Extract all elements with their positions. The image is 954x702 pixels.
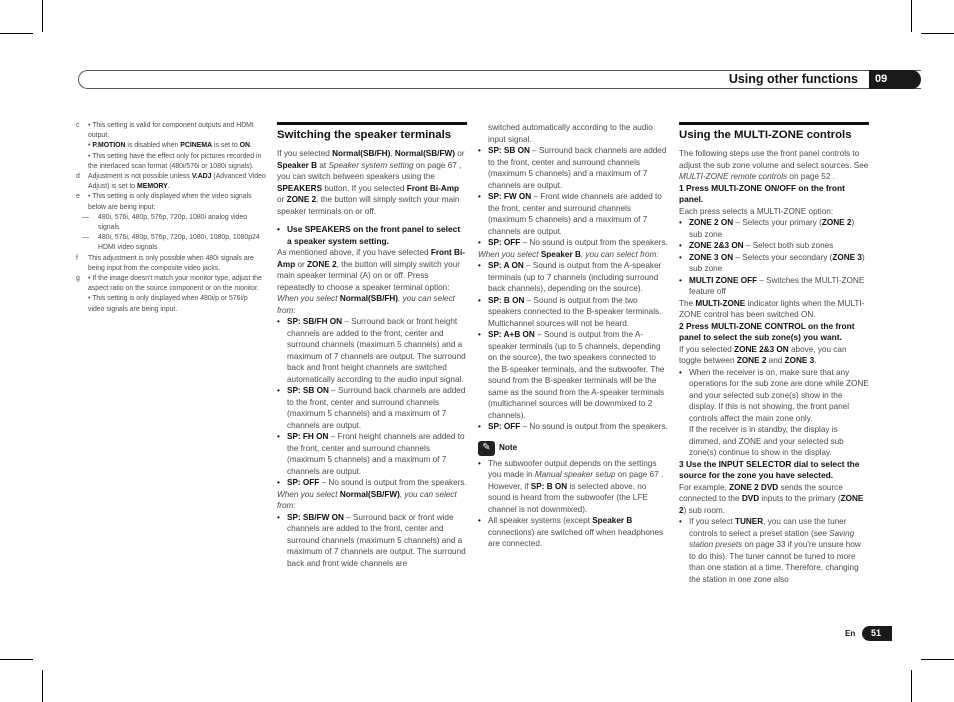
footnotes — [76, 121, 266, 315]
language-label: En — [845, 629, 856, 638]
crop-mark — [0, 33, 33, 34]
list-item: • SP: FH ON – Front height channels are added to the front, center and surround channels (maximum 5 channels) and a maximum of 7 channels are output. — [277, 431, 467, 477]
note-item: • All speaker systems (except Speaker B connections) are switched off when headphones are connected. — [478, 515, 668, 550]
paragraph: The following steps use the front panel controls to adjust the sub zone volume and select sources. See MULTI-ZONE remote controls on page 52 . — [679, 149, 869, 181]
crop-mark — [42, 670, 43, 702]
crop-mark — [921, 33, 954, 34]
pencil-icon: ✎ — [478, 441, 495, 456]
list-item: • SP: OFF – No sound is output from the speakers. — [478, 421, 668, 433]
list-item: • SP: OFF – No sound is output from the speakers. — [277, 477, 467, 489]
page-number: 51 — [862, 626, 892, 641]
step-heading: • Use SPEAKERS on the front panel to select a speaker system setting. — [277, 224, 467, 247]
footnote: d Adjustment is not possible unless V.ADJ (Advanced Video Adjust) is set to MEMORY. — [76, 173, 266, 191]
chapter-number: 09 — [869, 70, 921, 89]
step-heading: 1 Press MULTI-ZONE ON/OFF on the front panel. — [679, 182, 845, 204]
multizone-section — [679, 122, 869, 585]
paragraph: Each press selects a MULTI-ZONE option: — [679, 206, 834, 216]
footnote: e • This setting is only displayed when the video signals below are being input: — [76, 193, 252, 211]
paragraph: As mentioned above, if you have selected Front Bi-Amp or ZONE 2, the button will simply switch your main speaker terminal (A) on or off. Press repeatedly to choose a speaker terminal option: — [277, 248, 465, 292]
section-heading: Using the MULTI-ZONE controls — [679, 122, 869, 142]
crop-mark — [911, 0, 912, 32]
footnote: c • This setting is valid for component outputs and HDMI output. — [76, 122, 254, 140]
option-intro: When you select Speaker B, you can select from: — [478, 249, 659, 259]
list-item: • SP: A ON – Sound is output from the A-speaker terminals (up to 7 channels (including surround back channels), depending on the source). — [478, 260, 668, 295]
list-item: • MULTI ZONE OFF – Switches the MULTI-ZONE feature off — [679, 275, 869, 298]
list-item: • When the receiver is on, make sure that any operations for the sub zone are done while ZONE and your selected sub zone(s) show in the display. If this is not showing, the front panel controls affect the main zone only. — [679, 367, 869, 425]
footnote: — 480i, 576i, 480p, 576p, 720p, 1080i analog video signals — [82, 213, 248, 232]
list-item: • ZONE 2 ON – Selects your primary (ZONE 2) sub zone — [679, 217, 869, 240]
paragraph: The MULTI-ZONE indicator lights when the MULTI-ZONE control has been switched ON. — [679, 298, 865, 319]
crop-mark — [911, 670, 912, 702]
list-item: • SP: FW ON – Front wide channels are added to the front, center and surround channels (maximum 5 channels) and a maximum of 7 channels are output. — [478, 191, 668, 237]
crop-mark — [921, 659, 954, 660]
section-title: Using other functions — [728, 72, 858, 86]
speaker-section-continued — [478, 122, 668, 550]
step-heading: 2 Press MULTI-ZONE CONTROL on the front panel to select the sub zone(s) you want. — [679, 320, 855, 342]
footnote: g • If the image doesn't match your monitor type, adjust the aspect ratio on the source component or on the monitor. — [76, 275, 262, 293]
list-item: • SP: SB/FW ON – Surround back or front wide channels are added to the front, center and surround channels (maximum 5 channels) and a maximum of 7 channels are output. The surround back and front wide channels are — [277, 512, 467, 570]
speaker-section — [277, 122, 467, 569]
paragraph: For example, ZONE 2 DVD sends the source connected to the DVD inputs to the primary (ZONE 2) sub room. — [679, 482, 864, 515]
footnote: f This adjustment is only possible when 480i signals are being input from the composite video jacks. — [76, 254, 254, 272]
paragraph: switched automatically according to the audio input signal. — [488, 123, 653, 144]
footnote: — 480i, 576i, 480p, 576p, 720p, 1080i, 1080p, 1080p24 HDMI video signals — [82, 234, 260, 252]
list-item: • ZONE 3 ON – Selects your secondary (ZONE 3) sub zone — [679, 252, 869, 275]
crop-mark — [42, 0, 43, 32]
list-item: • SP: SB ON – Surround back channels are added to the front, center and surround channels (maximum 5 channels) and a maximum of 7 channels are output. — [277, 385, 467, 431]
paragraph: If you selected ZONE 2&3 ON above, you can toggle between ZONE 2 and ZONE 3. — [679, 344, 847, 365]
paragraph: If the receiver is in standby, the display is dimmed, and ZONE and your selected sub zone(s) continue to show in the display. — [689, 425, 844, 457]
list-item: • SP: B ON – Sound is output from the two speakers connected to the B-speaker terminals. Multichannel sources will not be heard. — [478, 295, 668, 330]
step-heading: 3 Use the INPUT SELECTOR dial to select the source for the zone you have selected. — [679, 458, 860, 480]
note-item: • The subwoofer output depends on the settings you made in Manual speaker setup on page 67 . However, if SP: B ON is selected above, no sound is heard from the subwoofer (the LFE channel is not downmixed). — [478, 458, 668, 516]
crop-mark — [0, 659, 33, 660]
section-heading: Switching the speaker terminals — [277, 122, 467, 142]
note-label: Note — [499, 443, 518, 453]
list-item: • SP: A+B ON – Sound is output from the A-speaker terminals (up to 5 channels, depending on the source), the two speakers connected to the B-speaker terminals, and the subwoofer. The sound from the B-speaker terminals will be the same as the sound from the A-speaker terminals (multichannel sources will be downmixed to 2 channels). — [478, 329, 668, 421]
list-item: • ZONE 2&3 ON – Select both sub zones — [679, 240, 869, 252]
footnote: • P.MOTION is disabled when PCINEMA is set to ON. — [88, 142, 252, 150]
list-item: • SP: SB ON – Surround back channels are added to the front, center and surround channels (maximum 5 channels) and a maximum of 7 channels are output. — [478, 145, 668, 191]
list-item: • SP: SB/FH ON – Surround back or front height channels are added to the front, center and surround channels (maximum 5 channels) and a maximum of 7 channels are output. The surround back and front height channels are switched automatically according to the audio input signal. — [277, 316, 467, 385]
footnote: • This setting have the effect only for pictures recorded in the interlaced scan format (480i/576i or 1080i signals). — [88, 152, 262, 170]
list-item: • SP: OFF – No sound is output from the speakers. — [478, 237, 668, 249]
footnote: • This setting is only displayed when 480i/p or 576i/p video signals are being input. — [88, 295, 248, 313]
paragraph: If you selected Normal(SB/FH), Normal(SB/FW) or Speaker B at Speaker system setting on page 67 , you can switch between speakers using the SPEAKERS button. If you selected Front Bi-Amp or ZONE 2, the button will simply switch your main speaker terminals on or off. — [277, 149, 465, 216]
option-intro: When you select Normal(SB/FW), you can select from: — [277, 489, 457, 510]
list-item: • If you select TUNER, you can use the tuner controls to select a preset station (see Saving station presets on page 33 if you're unsure how to do this). The tuner cannot be tuned to more than one station at a time. Therefore, changing the station in one zone also — [679, 516, 869, 585]
option-intro: When you select Normal(SB/FH), you can select from: — [277, 294, 455, 315]
note-heading — [478, 441, 668, 456]
